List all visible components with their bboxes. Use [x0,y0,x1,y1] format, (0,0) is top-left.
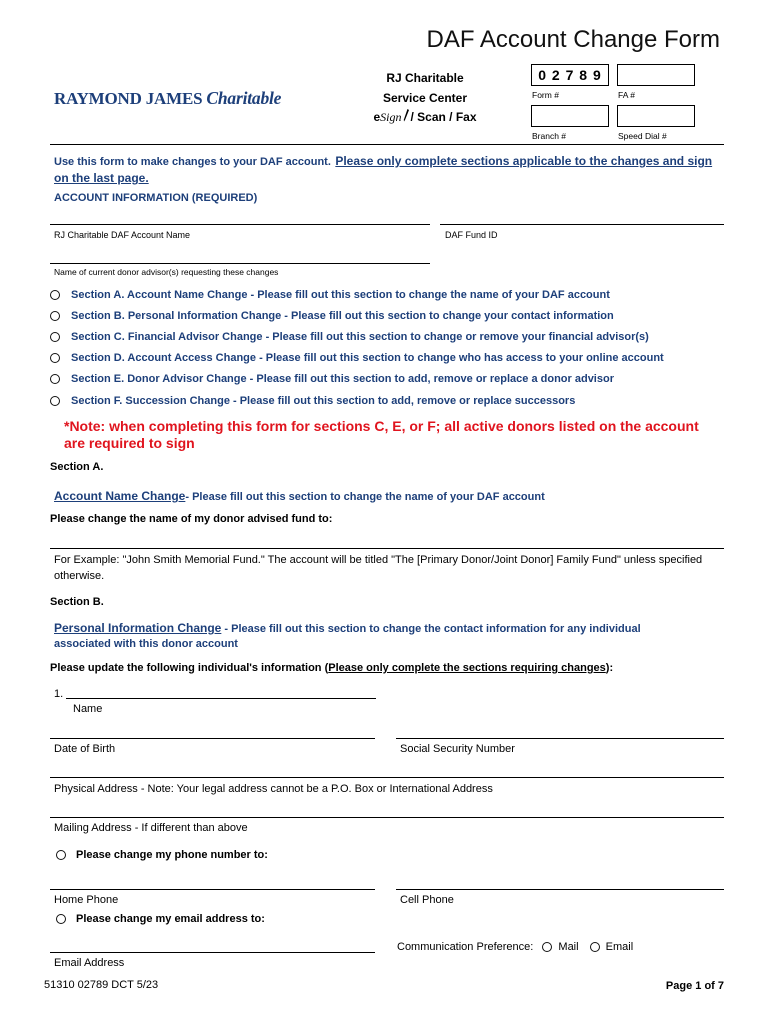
scan-fax-text: / Scan / Fax [410,110,477,124]
section-b-prompt-end: ): [605,662,614,674]
section-a-heading: Section A. [50,461,104,473]
branch-number-label: Branch # [532,131,567,141]
ssn-input[interactable] [396,738,724,739]
comm-pref-label: Communication Preference: [397,941,534,953]
form-code: 51310 02789 DCT 5/23 [44,979,159,991]
service-center-line3 [355,108,495,128]
pen-icon [403,109,409,122]
email-address-label: Email Address [54,957,125,969]
intro-plain: Use this form to make changes to your DAF account. [54,156,331,168]
esign-prefix: e [373,110,381,124]
mailing-address-label: Mailing Address - If different than above [54,822,248,834]
mail-radio[interactable] [542,942,552,952]
section-b-heading: Section B. [50,596,104,608]
name-label: Name [73,703,103,715]
fa-number-box[interactable] [617,64,695,86]
section-b-desc: - Please fill out this section to change the contact information for any individual associated with this donor account [54,623,641,650]
section-a-example: For Example: "John Smith Memorial Fund." The account will be titled "The [Primary Donor/Joint Donor] Family Fund" unless specified otherwise. [54,554,703,582]
phone-change-option[interactable] [56,849,268,861]
account-name-label: RJ Charitable DAF Account Name [54,230,191,240]
section-a-prompt: Please change the name of my donor advised fund to: [50,513,333,525]
logo-script-text: Charitable [206,88,282,108]
section-c-option[interactable] [50,331,649,343]
dob-input[interactable] [50,738,375,739]
item-number: 1. [54,688,64,700]
mail-option[interactable] [542,941,578,953]
dob-label: Date of Birth [54,743,116,755]
form-number-box [531,64,609,86]
cell-phone-label: Cell Phone [400,894,454,906]
section-f-radio[interactable] [50,396,60,406]
section-e-option-label: Section E. Donor Advisor Change - Please fill out this section to add, remove or replace a donor advisor [71,373,614,385]
section-b-prompt [50,662,613,674]
physical-address-label: Physical Address - Note: Your legal address cannot be a P.O. Box or International Address [54,783,493,795]
speed-dial-box[interactable] [617,105,695,127]
section-a-option[interactable] [50,289,610,301]
home-phone-label: Home Phone [54,894,119,906]
intro-emphasis: Please only complete sections applicable to the changes and sign on the last page. [54,154,713,185]
section-b-option[interactable] [50,310,614,322]
email-pref-option[interactable] [590,941,634,953]
section-c-option-label: Section C. Financial Advisor Change - Please fill out this section to change or remove your financial advisor(s) [71,331,649,343]
fa-number-label: FA # [618,90,636,100]
home-phone-input[interactable] [50,889,375,890]
fund-id-input[interactable] [440,224,724,225]
section-c-radio[interactable] [50,332,60,342]
section-b-option-label: Section B. Personal Information Change - Please fill out this section to change your contact information [71,310,614,322]
section-f-option-label: Section F. Succession Change - Please fill out this section to add, remove or replace successors [71,395,576,407]
logo-main-text: RAYMOND JAMES [54,89,203,108]
section-d-option[interactable] [50,352,664,364]
form-title: DAF Account Change Form [426,26,720,53]
ssn-label: Social Security Number [400,743,515,755]
section-b-title: Personal Information Change [54,621,222,635]
mailing-address-input[interactable] [50,817,724,818]
communication-preference [397,941,633,953]
phone-change-radio[interactable] [56,850,66,860]
email-change-option[interactable] [56,913,265,925]
section-a-title-row [54,487,545,505]
new-fund-name-input[interactable] [50,548,724,549]
raymond-james-logo [54,88,281,109]
phone-change-label: Please change my phone number to: [76,849,268,861]
intro-text [54,153,724,186]
branch-number-box[interactable] [531,105,609,127]
section-b-radio[interactable] [50,311,60,321]
service-center-line1: RJ Charitable [386,71,464,85]
service-center-block [355,69,495,128]
section-d-option-label: Section D. Account Access Change - Please fill out this section to change who has access to your online account [71,352,664,364]
section-f-option[interactable] [50,395,575,407]
page-number: Page 1 of 7 [665,980,724,992]
form-number-label: Form # [532,90,559,100]
section-a-radio[interactable] [50,290,60,300]
section-e-radio[interactable] [50,374,60,384]
physical-address-input[interactable] [50,777,724,778]
cell-phone-input[interactable] [396,889,724,890]
donor-advisor-label: Name of current donor advisor(s) requesting these changes [54,267,279,277]
service-center-line2: Service Center [382,90,468,105]
header-divider [50,144,724,145]
email-pref-radio[interactable] [590,942,600,952]
email-change-radio[interactable] [56,914,66,924]
fund-id-label: DAF Fund ID [445,230,498,240]
name-input[interactable] [66,698,376,699]
donor-advisor-input[interactable] [50,263,430,264]
section-d-radio[interactable] [50,353,60,363]
signing-note: *Note: when completing this form for sections C, E, or F; all active donors listed on the account are required to sign [64,418,699,451]
esign-script: Sign [380,110,402,124]
section-b-prompt-start: Please update the following individual's information ( [50,662,329,674]
section-a-title: Account Name Change [54,489,186,503]
section-a-option-label: Section A. Account Name Change - Please fill out this section to change the name of your DAF account [71,289,610,301]
form-number-value: 0 2 7 8 9 [538,67,602,83]
email-address-input[interactable] [50,952,375,953]
mail-option-label: Mail [558,941,579,953]
email-pref-option-label: Email [605,941,634,953]
email-change-label: Please change my email address to: [76,913,265,925]
speed-dial-label: Speed Dial # [618,131,667,141]
section-e-option[interactable] [50,373,614,385]
account-name-input[interactable] [50,224,430,225]
section-b-prompt-underlined: Please only complete the sections requiring changes [328,662,606,674]
section-b-title-row [54,621,654,651]
account-info-heading: ACCOUNT INFORMATION (REQUIRED) [54,192,258,204]
section-a-desc: - Please fill out this section to change the name of your DAF account [185,491,545,503]
